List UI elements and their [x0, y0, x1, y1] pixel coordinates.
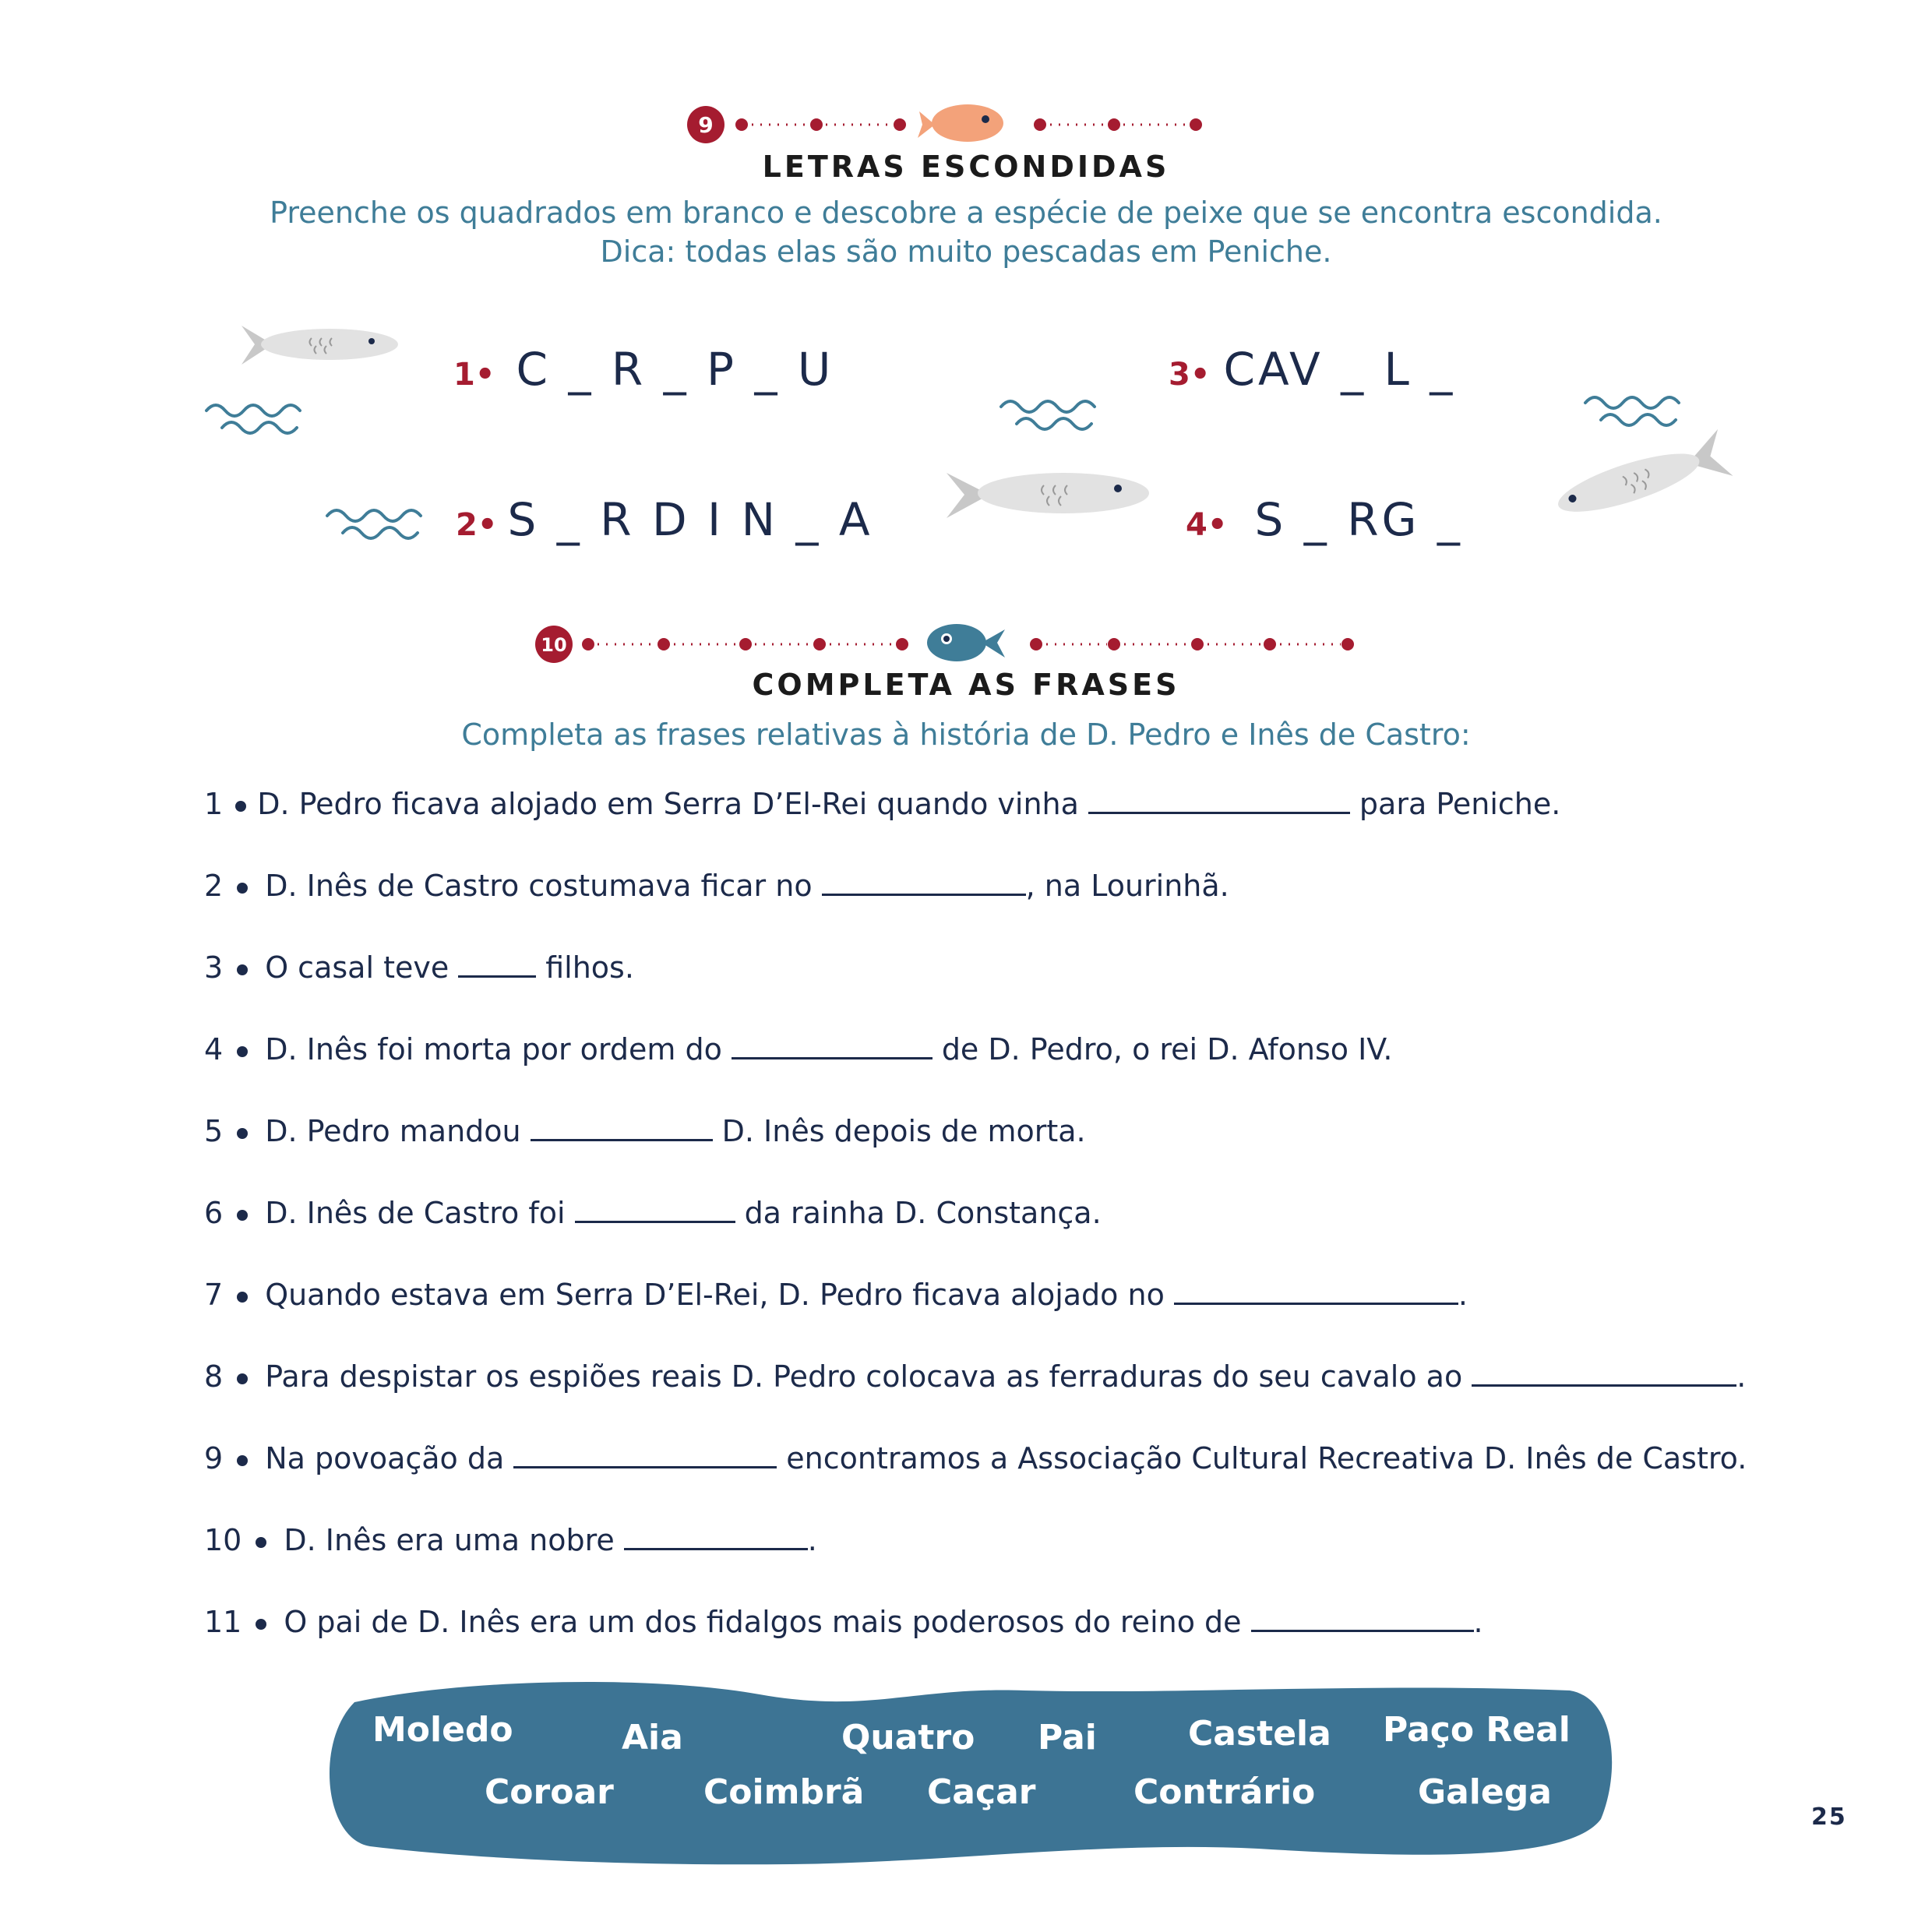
sentence-number: 4: [204, 1032, 224, 1066]
sentence-2: [204, 866, 1229, 905]
sentence-text-after: para Peniche.: [1359, 787, 1561, 821]
answer-blank[interactable]: [458, 949, 536, 978]
word-bank-item[interactable]: Coroar: [485, 1772, 614, 1812]
sentence-10: [204, 1521, 817, 1560]
sentence-text-before: D. Inês foi morta por ordem do: [265, 1032, 722, 1066]
answer-blank[interactable]: [624, 1521, 808, 1550]
sentence-number: 9: [204, 1441, 224, 1475]
puzzle-number: 3: [1169, 357, 1190, 393]
sentence-1: [204, 784, 1560, 823]
puzzle-bullet: •: [477, 507, 498, 543]
sentence-6: [204, 1193, 1102, 1232]
sentence-3: [204, 948, 634, 987]
section-9-title: LETRAS ESCONDIDAS: [762, 150, 1170, 184]
sentence-number: 8: [204, 1359, 224, 1394]
puzzle-word[interactable]: C _ R _ P _ U: [516, 343, 834, 396]
word-bank-item[interactable]: Pai: [1038, 1718, 1097, 1757]
sentence-9: [204, 1439, 1747, 1478]
sentence-text-before: D. Inês de Castro costumava ficar no: [265, 869, 813, 903]
section-9-instruction-2: Dica: todas elas são muito pescadas em Peniche.: [600, 234, 1332, 269]
sentence-8: [204, 1357, 1746, 1396]
sentence-text-before: D. Inês de Castro foi: [265, 1196, 566, 1230]
answer-blank[interactable]: [575, 1194, 735, 1223]
sentence-number: 5: [204, 1114, 224, 1148]
sentence-text-after: de D. Pedro, o rei D. Afonso IV.: [941, 1032, 1393, 1066]
sardine-fish-icon: [238, 319, 401, 370]
word-bank-item[interactable]: Caçar: [927, 1772, 1036, 1812]
sentence-text-before: Para despistar os espiões reais D. Pedro colocava as ferraduras do seu cavalo ao: [265, 1359, 1463, 1394]
blue-fish-icon: [927, 624, 1005, 661]
puzzle-bullet: •: [1190, 357, 1211, 393]
sentence-text-after: , na Lourinhã.: [1025, 869, 1229, 903]
sentence-text-before: Quando estava em Serra D’El-Rei, D. Pedro ficava alojado no: [265, 1278, 1165, 1312]
sentence-11: [204, 1602, 1483, 1641]
sentence-text-after: D. Inês depois de morta.: [721, 1114, 1086, 1148]
sentence-text-after: .: [1458, 1278, 1468, 1312]
sentence-number: 10: [204, 1523, 242, 1557]
puzzle-number: 1: [453, 357, 475, 393]
sentence-number: 6: [204, 1196, 224, 1230]
sentence-bullet: [237, 883, 248, 894]
section-10-title: COMPLETA AS FRASES: [752, 668, 1180, 702]
sentence-bullet: [256, 1619, 266, 1630]
answer-blank[interactable]: [531, 1112, 713, 1141]
wave-icon: [319, 499, 436, 545]
word-bank-item[interactable]: Galega: [1418, 1772, 1552, 1812]
sentence-text-after: .: [807, 1523, 817, 1557]
answer-blank[interactable]: [822, 867, 1026, 896]
answer-blank[interactable]: [1088, 785, 1350, 814]
sentence-text-after: filhos.: [545, 950, 634, 985]
answer-blank[interactable]: [1472, 1358, 1736, 1387]
sardine-fish-icon: [1546, 428, 1733, 530]
word-bank-item[interactable]: Castela: [1188, 1714, 1331, 1754]
sentence-4: [204, 1030, 1392, 1069]
sentence-number: 3: [204, 950, 224, 985]
sentence-number: 11: [204, 1605, 242, 1639]
sentence-bullet: [237, 964, 248, 975]
section-9-divider: [678, 97, 1223, 152]
word-bank-item[interactable]: Quatro: [841, 1718, 975, 1757]
puzzle-word[interactable]: S _ R D I N _ A: [507, 493, 873, 546]
sentence-number: 1: [204, 787, 224, 821]
sentence-text-before: D. Pedro ficava alojado em Serra D’El-Rei quando vinha: [257, 787, 1079, 821]
sentence-bullet: [235, 801, 246, 812]
puzzle-4: [1186, 493, 1463, 546]
sentence-bullet: [237, 1046, 248, 1057]
answer-blank[interactable]: [732, 1031, 933, 1059]
puzzle-2: [456, 493, 873, 546]
sentence-text-after: .: [1473, 1605, 1483, 1639]
answer-blank[interactable]: [1251, 1603, 1474, 1632]
word-bank-item[interactable]: Moledo: [372, 1710, 513, 1750]
puzzle-bullet: •: [1207, 507, 1228, 543]
sentence-bullet: [237, 1292, 248, 1303]
sentence-7: [204, 1275, 1468, 1314]
sentence-text-after: .: [1736, 1359, 1747, 1394]
sentence-bullet: [237, 1455, 248, 1466]
sentence-text-before: D. Inês era uma nobre: [284, 1523, 615, 1557]
sentence-text-before: O pai de D. Inês era um dos fidalgos mais poderosos do reino de: [284, 1605, 1242, 1639]
sentence-bullet: [256, 1537, 266, 1548]
answer-blank[interactable]: [1174, 1276, 1458, 1305]
answer-blank[interactable]: [513, 1440, 777, 1468]
puzzle-number: 2: [456, 507, 478, 543]
section-10-badge-number: 10: [541, 634, 567, 656]
wave-icon: [1578, 386, 1694, 432]
section-9-badge-number: 9: [698, 112, 714, 138]
sentence-text-before: D. Pedro mandou: [265, 1114, 521, 1148]
sentence-5: [204, 1112, 1086, 1151]
sentence-text-after: da rainha D. Constança.: [744, 1196, 1102, 1230]
section-10-divider: [526, 617, 1367, 672]
puzzle-word[interactable]: CAV _ L _: [1223, 343, 1456, 396]
word-bank-item[interactable]: Coimbrã: [703, 1772, 865, 1812]
sentence-text-before: O casal teve: [265, 950, 450, 985]
sentence-number: 2: [204, 869, 224, 903]
puzzle-bullet: •: [474, 357, 495, 393]
sentence-number: 7: [204, 1278, 224, 1312]
word-bank-item[interactable]: Paço Real: [1383, 1710, 1571, 1750]
sentence-bullet: [237, 1210, 248, 1221]
word-bank-item[interactable]: Contrário: [1133, 1772, 1316, 1812]
word-bank-item[interactable]: Aia: [622, 1718, 683, 1757]
wave-icon: [993, 390, 1110, 436]
sentence-text-after: encontramos a Associação Cultural Recreativa D. Inês de Castro.: [786, 1441, 1747, 1475]
sentence-text-before: Na povoação da: [265, 1441, 505, 1475]
sentence-bullet: [237, 1128, 248, 1139]
section-10-instruction: Completa as frases relativas à história de D. Pedro e Inês de Castro:: [461, 717, 1471, 752]
sentence-bullet: [237, 1373, 248, 1384]
puzzle-3: [1169, 343, 1455, 396]
sardine-fish-icon: [943, 464, 1153, 526]
puzzle-number: 4: [1186, 507, 1208, 543]
page-number: 25: [1811, 1803, 1847, 1831]
puzzle-1: [453, 343, 834, 396]
wave-icon: [199, 393, 316, 440]
orange-fish-icon: [918, 104, 1003, 142]
section-9-instruction-1: Preenche os quadrados em branco e descobre a espécie de peixe que se encontra escondida.: [270, 196, 1662, 230]
puzzle-word[interactable]: S _ RG _: [1254, 493, 1463, 546]
